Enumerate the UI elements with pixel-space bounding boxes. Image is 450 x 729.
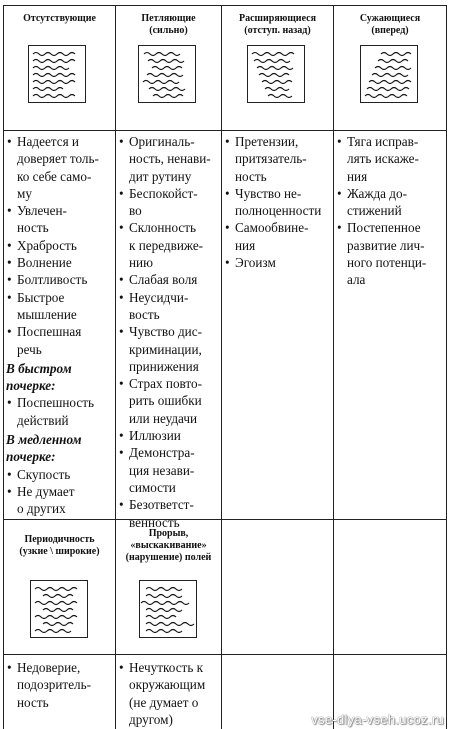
trait-text: Поспешность действий [17,395,94,428]
trait-item: • Самообвине- ния [225,220,309,253]
header-absent-label: Отсутствующие [23,13,96,24]
traits-widening [224,133,333,271]
trait-item: • Страх повто- рить ошибки или неудачи [119,376,203,426]
trait-item: • Поспешная речь [7,324,82,357]
table-border-top [3,5,447,6]
traits-periodicity [6,659,115,711]
header-widening-label: Расширяющиеся (отступ. назад) [239,13,316,36]
trait-text: Чувство дис- криминации, принижения [129,324,202,374]
trait-text: Эгоизм [235,255,276,271]
sample-looping-margins [138,45,196,103]
trait-text: Поспешная речь [17,324,82,357]
traits-looping [118,133,221,531]
trait-item: • Болтливость [7,272,88,288]
trait-text: Храбрость [17,237,77,253]
trait-item: • Оригиналь- ность, ненави- дит рутину [119,134,211,184]
trait-item: • Беспокойст- во [119,185,198,219]
traits-breakthrough [118,659,221,728]
trait-text: Нечуткость к окружающим (не думает о другом) [129,660,206,727]
header-breakthrough [116,528,221,564]
header-absent [4,13,115,25]
trait-item: • Быстрое мышление [7,289,77,322]
trait-text: Жажда до- стижений [347,185,408,219]
trait-item: • Неусидчи- вость [119,289,189,322]
trait-item: • Жажда до- стижений [337,185,408,219]
trait-item: • Чувство не- полноценности [225,185,322,219]
header-looping [116,13,221,37]
trait-text: Склонность к передвиже- нию [129,220,204,271]
trait-item: • Слабая воля [119,272,198,288]
trait-text: Оригиналь- ность, ненави- дит рутину [129,134,211,184]
trait-text: Неусидчи- вость [129,289,189,322]
trait-item: • Поспешность действий [7,395,94,428]
sample-widening-margins [247,45,305,103]
header-breakthrough-label: Прорыв, «выскакивание» (нарушение) полей [125,528,212,563]
trait-text: Увлечен- ность [17,203,67,236]
trait-item: • Иллюзии [119,428,181,444]
trait-item: • Надеется и доверяет толь- ко себе само- му [7,134,99,201]
trait-item: • Склонность к передвиже- нию [119,220,204,271]
header-narrowing-label: Сужающиеся (вперед) [359,13,421,36]
column-divider-1 [115,5,116,729]
column-divider-2 [221,5,222,729]
trait-text: Беспокойст- во [129,185,198,219]
trait-text: Скупость [17,466,71,482]
trait-item: • Претензии, притязатель- ность [225,134,307,184]
trait-text: Постепенное развитие лич- ного потенци- ала [347,220,427,288]
trait-text: Самообвине- ния [235,220,309,253]
table-border-left [3,5,4,729]
trait-item: • Храбрость [7,237,77,253]
trait-text: Быстрое мышление [17,289,77,322]
header-widening [222,13,333,37]
trait-text: Надеется и доверяет толь- ко себе само- му [17,134,99,201]
column-divider-3 [333,5,334,729]
watermark: vse-dlya-vseh.ucoz.ru [311,712,444,727]
trait-text: Иллюзии [129,428,181,444]
header-periodicity-label: Периодичность (узкие \ широкие) [19,534,100,557]
trait-item: • Тяга исправ- лять искаже- ния [337,134,419,184]
sample-narrowing-margins [360,45,418,103]
row-divider-3 [3,654,447,655]
row-divider-1 [3,130,447,131]
sample-breakthrough-margins [139,580,197,638]
sample-periodic-margins [30,580,88,638]
table-border-right [446,5,447,729]
trait-text: Болтливость [17,272,88,288]
header-periodicity [4,534,115,558]
trait-item: • Недоверие, подозритель- ность [7,660,92,710]
trait-text: Претензии, притязатель- ность [235,134,307,184]
trait-text: Волнение [17,255,72,271]
header-looping-label: Петляющие (сильно) [141,13,196,36]
trait-item: • Не думает о других [7,483,75,517]
trait-text: Тяга исправ- лять искаже- ния [347,134,419,184]
sample-absent-margins [28,45,86,103]
trait-item: • Эгоизм [225,255,276,271]
trait-item: • Постепенное развитие лич- ного потенци- ала [337,220,427,288]
trait-item: • Безответст- венность [119,497,194,530]
trait-text: Недоверие, подозритель- ность [17,660,92,710]
trait-text: Страх повто- рить ошибки или неудачи [129,376,203,426]
subheading-slow-handwriting: В медленном почерке: [6,432,82,465]
header-narrowing [334,13,446,37]
trait-text: Безответст- венность [129,497,194,530]
trait-item: • Чувство дис- криминации, принижения [119,324,202,374]
trait-item: • Увлечен- ность [7,203,67,236]
trait-text: Слабая воля [129,272,198,288]
trait-item: • Волнение [7,255,72,271]
trait-text: Демонстра- ция незави- симости [129,445,195,495]
trait-item: • Нечуткость к окружающим (не думает о другом) [119,660,206,727]
trait-item: • Демонстра- ция незави- симости [119,445,195,495]
subheading-fast-handwriting: В быстром почерке: [6,360,72,394]
traits-absent [6,133,115,518]
traits-narrowing [336,133,446,289]
row-divider-2 [3,519,447,520]
trait-text: Чувство не- полноценности [235,185,322,219]
trait-text: Не думает о других [17,483,75,517]
trait-item: • Скупость [7,466,71,482]
